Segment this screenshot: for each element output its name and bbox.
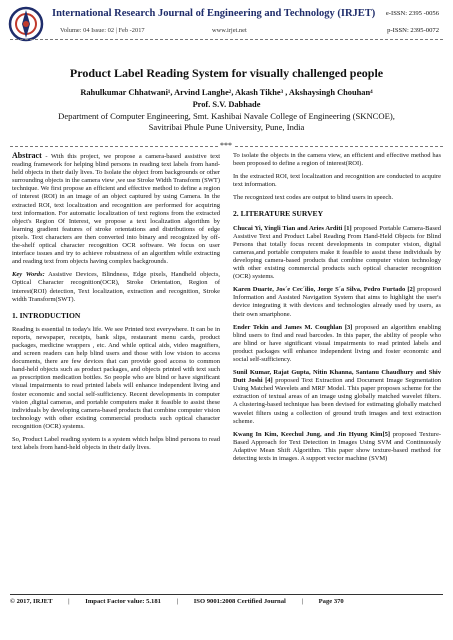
footer-impact-factor: Impact Factor value: 5.181 <box>85 598 161 605</box>
right-paragraph-2: In the extracted ROI, text localization and recognition are conducted to acquire text information. <box>233 173 441 189</box>
affiliation <box>0 111 453 133</box>
author-list: Rahulkumar Chhatwani¹, Arvind Langhe², Akash Tikhe³ , Akshaysingh Chouhan⁴ <box>80 88 373 97</box>
affiliation-line-2: Savitribai Phule Pune University, Pune, India <box>148 122 305 132</box>
reference-authors: Chucai Yi, Yingli Tian and Aries Arditi [1] <box>233 224 352 232</box>
reference-text: proposed Information and Assisted Navigation System that aims to highlight the user's device integrating it with devices and technologies already used by users, as their own smartphone. <box>233 286 441 318</box>
keywords-text: Assistive Devices, Blindness, Edge pixels, Handheld objects, Optical Character recognition(OCR), Stroke Orientation, Region of interest(ROI) detection, Text localization, extraction and recognition, Stroke width Transform(SWT). <box>12 271 220 303</box>
divider-star: *** <box>220 141 232 150</box>
page-footer <box>10 598 443 605</box>
footer-separator: | <box>68 598 70 605</box>
footer-page-number: Page 370 <box>318 598 344 605</box>
journal-header <box>0 0 453 54</box>
keywords-label: Key Words: <box>12 271 45 279</box>
right-paragraph-3: The recognized text codes are output to blind users in speech. <box>233 194 394 202</box>
reference-authors: Kwang In Kim, Keechul Jung, and Jin Hyung Kim[5] <box>233 430 391 438</box>
header-rule <box>10 39 443 40</box>
reference-paragraph <box>233 225 441 282</box>
reference-text: proposed Text Extraction and Document Image Segmentation Using Matched Wavelets and MRF Model. This paper proposes scheme for the extraction of textual areas of an image using globally matched wavelet filters. A clustering-based technique has been devised for estimating globally matched wavelet filters using a collection of ground truth images and text extraction scheme. <box>233 377 441 425</box>
right-paragraph-1: To isolate the objects in the camera view, an efficient and effective method has been proposed to define a region of interest(ROI). <box>233 152 441 168</box>
footer-copyright: © 2017, IRJET <box>10 598 53 605</box>
professor-name: Prof. S.V. Dabhade <box>192 100 261 109</box>
section-heading-introduction: 1. INTRODUCTION <box>12 310 81 320</box>
keywords <box>12 271 220 303</box>
section-heading-literature-survey: 2. LITERATURE SURVEY <box>233 209 324 219</box>
footer-iso: ISO 9001:2008 Certified Journal <box>193 598 286 605</box>
irjet-logo-icon <box>8 6 44 42</box>
abstract-label: Abstract <box>12 152 42 160</box>
intro-paragraph-1: Reading is essential in today's life. We see Printed text everywhere. It can be in reports, newspaper, receipts, bank slips, restaurant menu cards, product packages, medicine wrappers , etc. And while optical aids, video magnifiers, and screen readers can help blind users and those with low vision to access documents, there are few devices that can provide good access to common hand-held objects such as product packages, and objects printed with text such as prescription medication bottles. So people who are blind or have significant visual impairments to read printed labels will enhance independent living and foster economic and social self-sufficiency. Recent developments in computer vision ,digital cameras, and portable computers make it feasible to assist these individuals by developing camera-based products that combine computer vision technology with other existing commercial products such optical character recognition (OCR) systems. <box>12 325 220 430</box>
journal-website: www.irjet.net <box>212 27 247 34</box>
reference-authors: Sunil Kumar, Rajat Gupta, Nitin Khanna, Santanu Chaudhury and Shiv Dutt Joshi [4] <box>233 369 441 385</box>
reference-paragraph <box>233 286 441 318</box>
right-column <box>233 152 441 588</box>
footer-separator: | <box>176 598 179 605</box>
reference-authors: Ender Tekin and James M. Coughlan [3] <box>233 323 353 331</box>
journal-title: International Research Journal of Engineering and Technology (IRJET) <box>52 8 376 19</box>
volume-issue: Volume: 04 Issue: 02 | Feb -2017 <box>60 27 145 34</box>
abstract-text: - With this project, we propose a camera-based assistive text reading framework for helping blind persons in reading text labels from hand-held objects in their daily lives. To Isolate the object from backgrounds or other surrounding objects in the camera view ,we use Stroke Width Transform (SWT) technique. We first propose an efficient and effective method to define a region of interest (ROI) in an image of an object captured by using Camera. In the extracted ROI, text localization and recognition are performed for acquiring text information. For automatic localization of text regions from the extracted object's Region Of Interest, we propose a text localization algorithm by learning gradient features of stroke orientations and distributions of edge pixels. Text characters are then converted into binary and recognized by off-the-shelf optical character recognition OCR software. We focus on user interface issues and try to achieve robustness of an algorithm while extracting and reading text from objects having complex backgrounds. <box>12 153 220 266</box>
left-column <box>12 152 220 588</box>
reference-text: proposed Texture-Based Approach for Text Detection in Images Using SVM and Continuously Adaptive Mean Shift Algorithm. This paper show texture-based method for detecting texts in images. A support vector machine (SVM) <box>233 430 441 462</box>
intro-paragraph-2: So, Product Label reading system is a system which helps blind persons to read text labels from hand-held objects in their daily lives. <box>12 436 220 452</box>
paper-title: Product Label Reading System for visually challenged people <box>69 66 384 80</box>
p-issn: p-ISSN: 2395-0072 <box>387 27 439 34</box>
footer-rule <box>10 594 443 595</box>
e-issn: e-ISSN: 2395 -0056 <box>385 10 439 17</box>
affiliation-line-1: Department of Computer Engineering, Smt. Kashibai Navale College of Engineering (SKNCOE), <box>58 111 395 121</box>
abstract <box>12 152 220 266</box>
reference-paragraph <box>233 324 441 364</box>
reference-paragraph <box>233 431 441 463</box>
reference-text: proposed Portable Camera-Based Assistive Text and Product Label Reading From Hand-Held Objects for Blind Persons that totally focus recent developments in computer vision, digital cameras,and portable computers make it feasible to assist these individuals by developing camera-based products that combine computer vision technology with other existing commercial products such optical character recognition (OCR) systems. <box>233 224 441 281</box>
reference-text: proposed an algorithm enabling blind users to find and read barcodes. In this paper, the ability of people who are blind or have significant visual impairments to read printed labels and product packages will enhance independent living and foster economic and social self-sufficiency. <box>233 323 441 363</box>
reference-authors: Karen Duarte, Jos´e Cec´ilio, Jorge S´a Silva, Pedro Furtado [2] <box>233 286 415 294</box>
reference-paragraph <box>233 369 441 426</box>
footer-separator: | <box>301 598 303 605</box>
